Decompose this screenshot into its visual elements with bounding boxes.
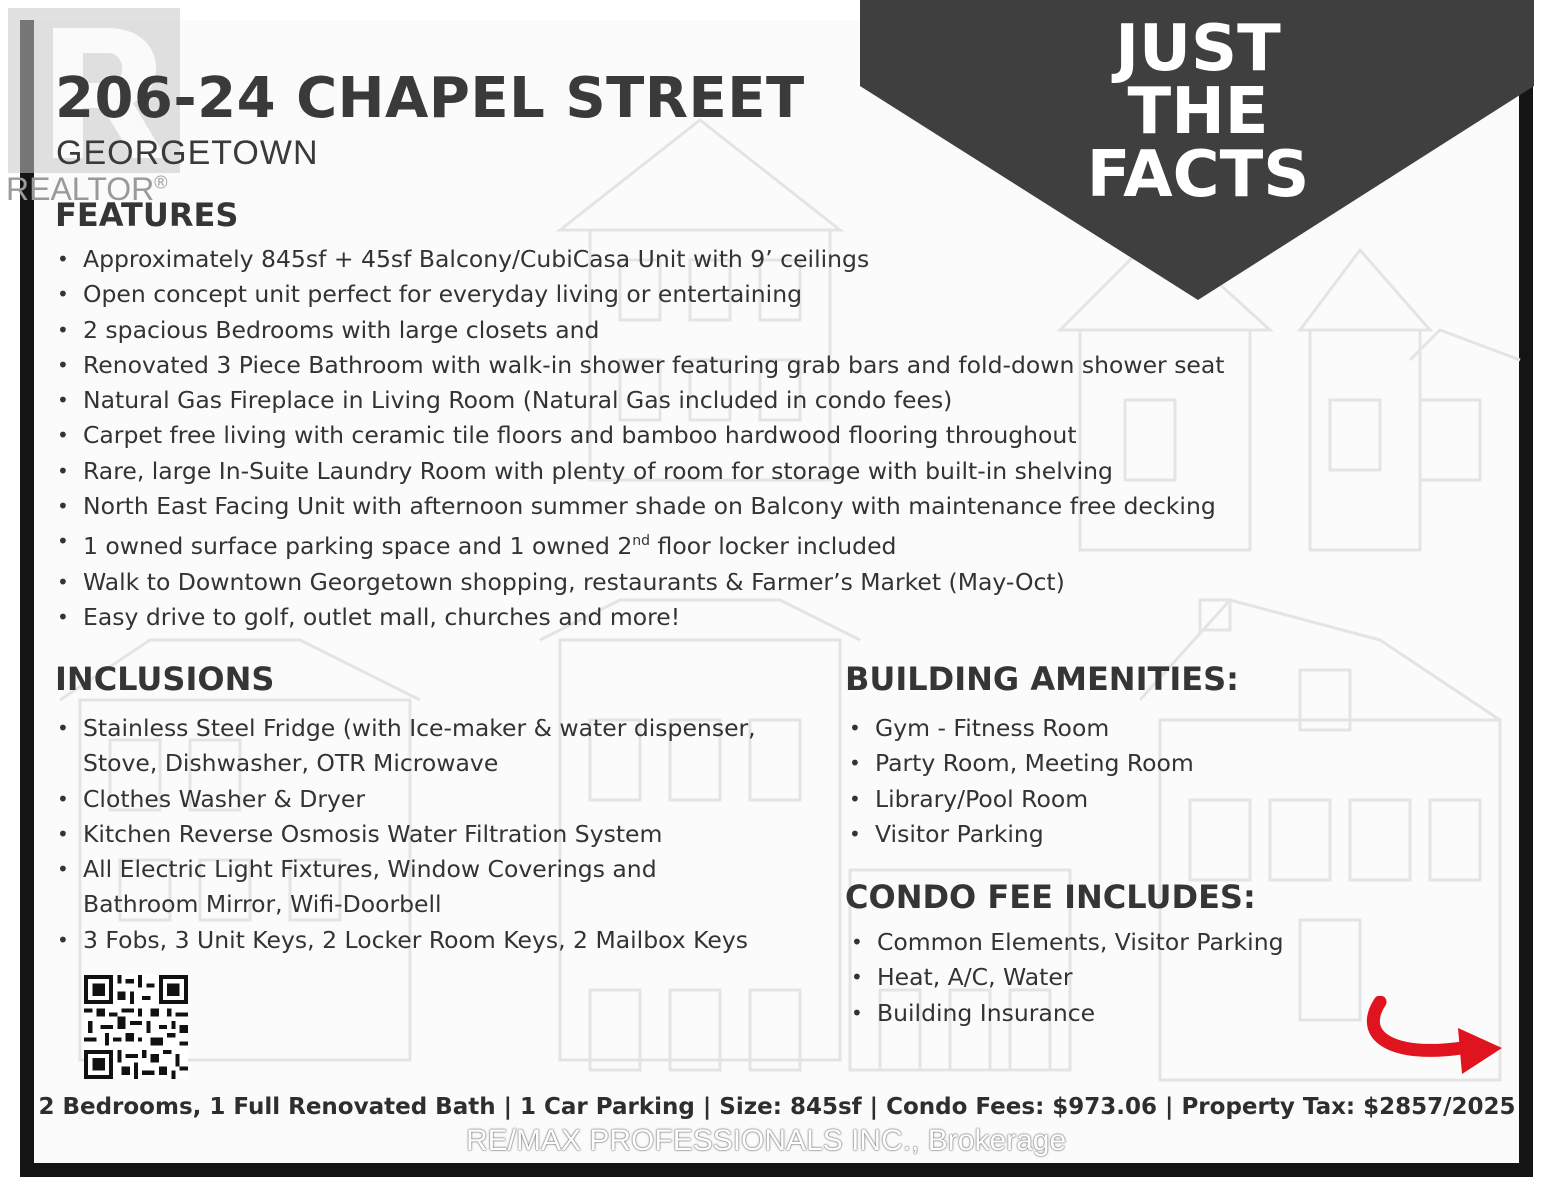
amenities-list [847,711,1194,852]
list-item: • Rare, large In-Suite Laundry Room with plenty of room for storage with built-in shelving [55,454,1225,489]
inclusions-list [55,711,823,958]
list-item: • Kitchen Reverse Osmosis Water Filtration System [55,817,823,852]
list-item: • Heat, A/C, Water [849,960,1284,995]
list-item: • Common Elements, Visitor Parking [849,925,1284,960]
list-item: • Renovated 3 Piece Bathroom with walk-in shower featuring grab bars and fold-down shower seat [55,348,1225,383]
condo-fee-heading: CONDO FEE INCLUDES: [845,878,1256,916]
list-item: • Party Room, Meeting Room [847,746,1194,781]
list-item: • Library/Pool Room [847,782,1194,817]
curved-arrow-icon [1362,996,1504,1084]
list-item: • Visitor Parking [847,817,1194,852]
list-item: • 1 owned surface parking space and 1 owned 2nd floor locker included [55,524,1225,564]
list-item: • North East Facing Unit with afternoon summer shade on Balcony with maintenance free decking [55,489,1225,524]
condo-fee-list [849,925,1284,1031]
list-item: • 2 spacious Bedrooms with large closets and [55,313,1225,348]
list-item: • Building Insurance [849,996,1284,1031]
list-item: • Stainless Steel Fridge (with Ice-maker & water dispenser, Stove, Dishwasher, OTR Microwave [55,711,823,782]
features-heading: FEATURES [55,196,239,234]
banner-text: JUST THE FACTS [1086,12,1310,212]
list-item: • Carpet free living with ceramic tile floors and bamboo hardwood flooring throughout [55,418,1225,453]
list-item: • Walk to Downtown Georgetown shopping, restaurants & Farmer’s Market (May-Oct) [55,565,1225,600]
list-item: • All Electric Light Fixtures, Window Coverings and Bathroom Mirror, Wifi-Doorbell [55,852,743,923]
list-item: • Open concept unit perfect for everyday living or entertaining [55,277,1225,312]
list-item: • Clothes Washer & Dryer [55,782,823,817]
list-item: • Gym - Fitness Room [847,711,1194,746]
amenities-heading: BUILDING AMENITIES: [845,660,1239,698]
list-item: • Approximately 845sf + 45sf Balcony/CubiCasa Unit with 9’ ceilings [55,242,1225,277]
list-item: • Natural Gas Fireplace in Living Room (Natural Gas included in condo fees) [55,383,1225,418]
page-subtitle: GEORGETOWN [56,134,319,172]
realtor-watermark: REALTOR® [6,171,168,207]
inclusions-heading: INCLUSIONS [55,660,275,698]
property-summary-footer: 2 Bedrooms, 1 Full Renovated Bath | 1 Car Parking | Size: 845sf | Condo Fees: $973.06 | Property Tax: $2857/2025 [38,1094,1516,1120]
features-list [55,242,1225,635]
list-item: • Easy drive to golf, outlet mall, churches and more! [55,600,1225,635]
list-item: • 3 Fobs, 3 Unit Keys, 2 Locker Room Keys, 2 Mailbox Keys [55,923,823,958]
qr-code-icon[interactable] [84,975,188,1079]
page-title: 206-24 CHAPEL STREET [55,66,805,131]
brokerage-watermark: RE/MAX PROFESSIONALS INC., Brokerage [466,1124,1067,1157]
